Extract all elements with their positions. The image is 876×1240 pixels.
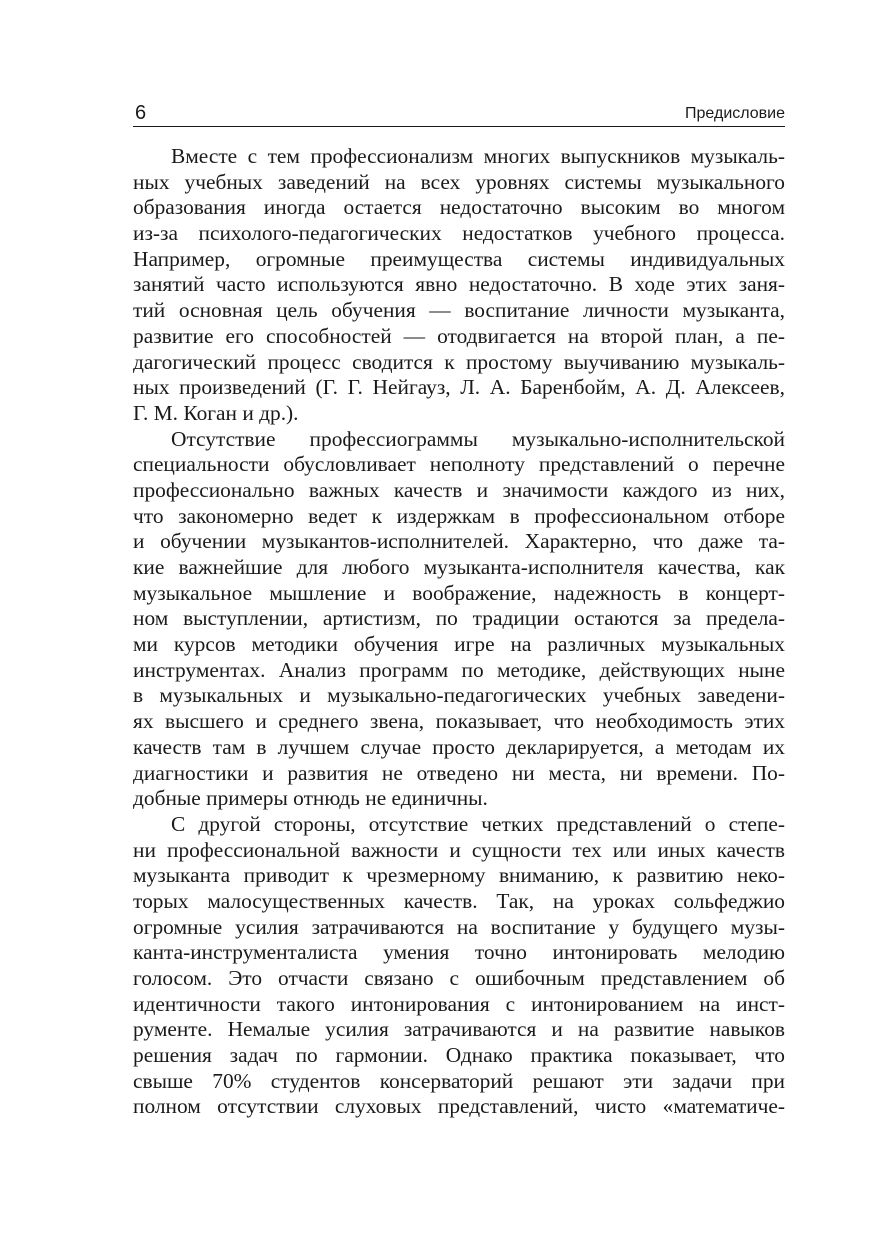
text-line: что закономерно ведет к издержкам в профессиональном отборе bbox=[133, 503, 785, 528]
text-line: дагогический процесс сводится к простому выучиванию музыкаль- bbox=[133, 349, 785, 374]
text-line: огромные усилия затрачиваются на воспитание у будущего музы- bbox=[133, 914, 785, 939]
text-line: Вместе с тем профессионализм многих выпускников музыкаль- bbox=[171, 144, 785, 168]
text-line: решения задач по гармонии. Однако практика показывает, что bbox=[133, 1043, 785, 1068]
page-number: 6 bbox=[135, 102, 147, 124]
text-line: канта-инструменталиста умения точно интонировать мелодию bbox=[133, 940, 785, 965]
section-title: Предисловие bbox=[685, 105, 785, 122]
text-line: диагностики и развития не отведено ни места, ни времени. По- bbox=[133, 760, 785, 785]
text-line: С другой стороны, отсутствие четких представлений о степе- bbox=[171, 811, 785, 836]
text-line: ми курсов методики обучения игре на различных музыкальных bbox=[133, 632, 785, 657]
text-line: Отсутствие профессиограммы музыкально-исполнительской bbox=[171, 426, 785, 451]
text-line: музыкальное мышление и воображение, надежность в концерт- bbox=[133, 580, 785, 605]
text-line: тий основная цель обучения — воспитание личности музыканта, bbox=[133, 298, 785, 323]
text-line: из-за психолого-педагогических недостатков учебного процесса. bbox=[133, 221, 785, 246]
text-line: Г. М. Коган и др.). bbox=[133, 400, 299, 425]
text-line: свыше 70% студентов консерваторий решают эти задачи при bbox=[133, 1068, 785, 1093]
text-line: профессионально важных качеств и значимости каждого из них, bbox=[133, 477, 785, 502]
text-line: Например, огромные преимущества системы индивидуальных bbox=[133, 246, 785, 271]
paragraph-1 bbox=[133, 144, 785, 427]
body-text bbox=[133, 144, 785, 1120]
text-line: специальности обусловливает неполноту представлений о перечне bbox=[133, 452, 785, 477]
text-line: качеств там в лучшем случае просто декларируется, а методам их bbox=[133, 734, 785, 759]
text-line: полном отсутствии слуховых представлений, чисто «математиче- bbox=[133, 1094, 785, 1119]
text-line: инструментах. Анализ программ по методике, действующих ныне bbox=[133, 657, 785, 682]
text-line: занятий часто используются явно недостаточно. В ходе этих заня- bbox=[133, 272, 785, 297]
text-line: ных произведений (Г. Г. Нейгауз, Л. А. Баренбойм, А. Д. Алексеев, bbox=[133, 375, 785, 400]
paragraph-3 bbox=[133, 812, 785, 1120]
text-line: ни профессиональной важности и сущности тех или иных качеств bbox=[133, 837, 785, 862]
paragraph-2 bbox=[133, 427, 785, 812]
text-line: ях высшего и среднего звена, показывает, что необходимость этих bbox=[133, 709, 785, 734]
text-line: рументе. Немалые усилия затрачиваются и на развитие навыков bbox=[133, 1017, 785, 1042]
text-line: голосом. Это отчасти связано с ошибочным представлением об bbox=[133, 966, 785, 990]
text-line: добные примеры отнюдь не единичны. bbox=[133, 786, 488, 811]
text-line: и обучении музыкантов-исполнителей. Характерно, что даже та- bbox=[133, 529, 785, 554]
text-line: идентичности такого интонирования с интонированием на инст- bbox=[133, 991, 785, 1016]
text-line: торых малосущественных качеств. Так, на уроках сольфеджио bbox=[133, 888, 785, 913]
text-line: развитие его способностей — отодвигается на второй план, а пе- bbox=[133, 323, 785, 348]
text-line: кие важнейшие для любого музыканта-исполнителя качества, как bbox=[133, 555, 785, 579]
text-line: музыканта приводит к чрезмерному вниманию, к развитию неко- bbox=[133, 863, 785, 888]
text-line: ном выступлении, артистизм, по традиции остаются за предела- bbox=[133, 606, 785, 631]
text-line: ных учебных заведений на всех уровнях системы музыкального bbox=[133, 169, 785, 194]
text-line: образования иногда остается недостаточно высоким во многом bbox=[133, 195, 785, 220]
running-head bbox=[133, 100, 785, 127]
text-line: в музыкальных и музыкально-педагогических учебных заведени- bbox=[133, 683, 785, 708]
